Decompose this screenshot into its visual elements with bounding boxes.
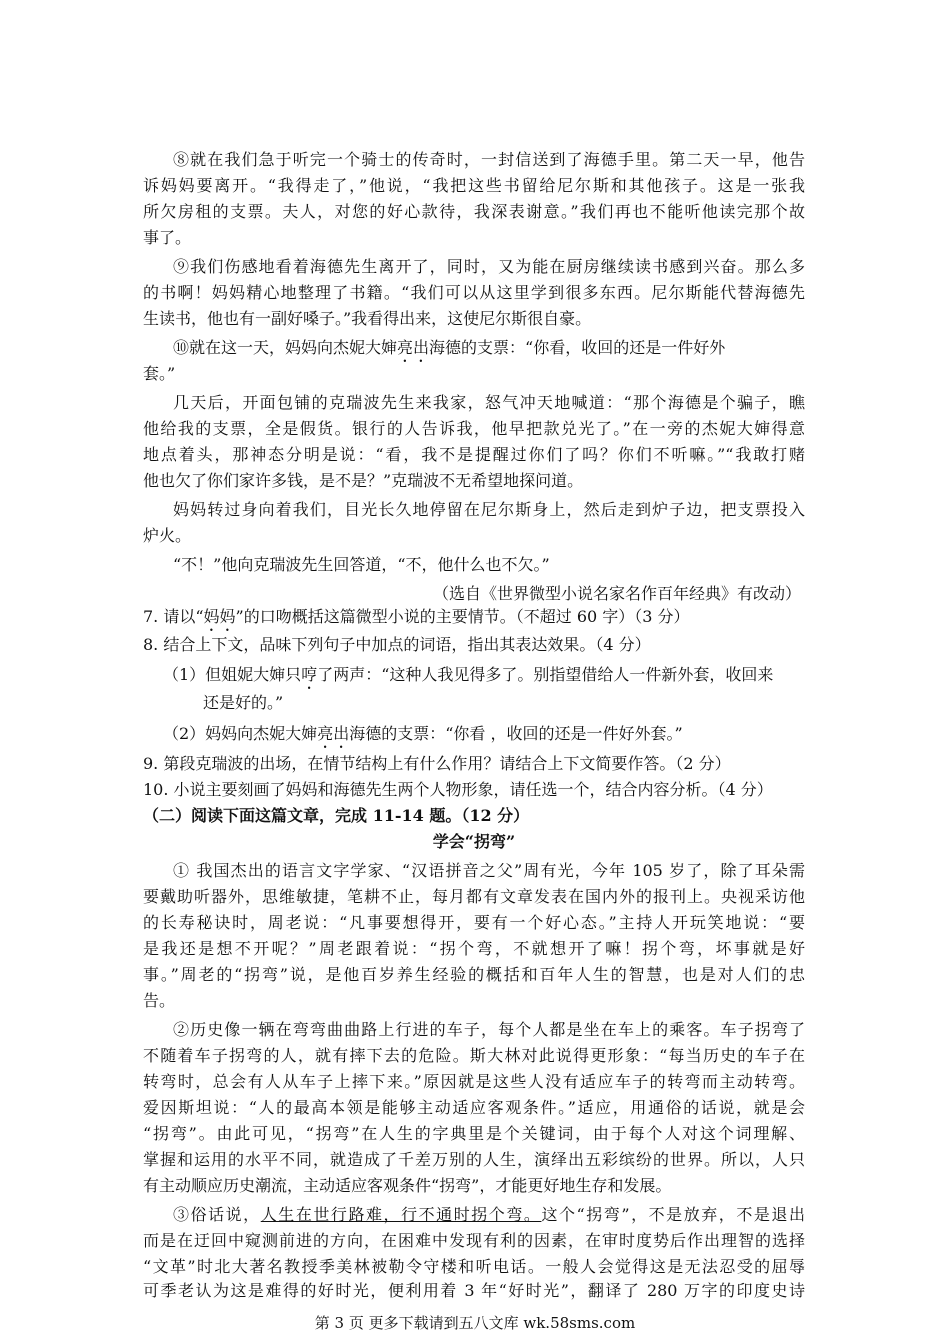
text-line: 而是在迂回中窥测前进的方向，在困难中发现有利的因素，在审时度势后作出理智的选择 [143,1231,805,1250]
text-line [173,335,805,361]
text-line: 的长寿秘诀时，周老说：“凡事要想得开，要有一个好心态。”主持人开玩笑地说：“要 [143,913,805,932]
text-line: 掌握和运用的水平不同，就造成了千差万别的人生，演绎出五彩缤纷的世界。所以，人只 [143,1150,805,1169]
section-heading: （二）阅读下面这篇文章，完成 11-14 题。（12 分） [143,806,530,825]
text-line: 有主动顺应历史潮流，主动适应客观条件“拐弯”，才能更好地生存和发展。 [143,1176,672,1195]
text-segment: ⑩就在这一天，妈妈向杰妮大婶 [173,338,398,357]
text-line: “不！”他向克瑞波先生回答道，“不，他什么也不欠。” [173,555,550,574]
text-line: 要戴助听器外，思维敏捷，笔耕不止，每月都有文章发表在国内外的报刊上。央视采访他 [143,887,805,906]
text-line [173,1202,805,1228]
source-citation: （选自《世界微型小说名家名作百年经典》有改动） [432,584,801,603]
text-line: 告。 [143,991,176,1010]
text-line: ⑧就在我们急于听完一个骑士的传奇时，一封信送到了海德手里。第二天一早，他告 [173,150,805,169]
text-line: 事。”周老的“拐弯”说，是他百岁养生经验的概括和百年人生的智慧，也是对人们的忠 [143,965,805,984]
dotted-word: 亮出 [397,338,430,357]
dotted-word: 亮出 [317,724,350,743]
page-footer: 第 3 页 更多下载请到五八文库 wk.58sms.com [314,1314,636,1332]
text-segment: （1）但姐妮大婶只 [163,665,302,684]
text-segment: 这个“拐弯”，不是放弃，不是退出 [541,1205,805,1224]
text-line: 生读书，他也有一副好嗓子。”我看得出来，这使尼尔斯很自豪。 [143,309,592,328]
question-9: 9. 第段克瑞波的出场，在情节结构上有什么作用？请结合上下文简要作答。（2 分） [143,754,731,773]
text-line: 几天后，开面包铺的克瑞波先生来我家，怒气冲天地喊道：“那个海德是个骗子，瞧 [173,393,805,412]
text-line: 诉妈妈要离开。“我得走了，”他说，“我把这些书留给尼尔斯和其他孩子。这是一张我 [143,176,805,195]
text-line: ① 我国杰出的语言文字学家、“汉语拼音之父”周有光，今年 105 岁了，除了耳朵需 [173,861,805,880]
text-line: 他给我的支票，全是假货。银行的人告诉我，他早把款兑光了。”在一旁的杰妮大婶得意 [143,419,805,438]
question-10: 10. 小说主要刻画了妈妈和海德先生两个人物形象，请任选一个，结合内容分析。（4 分） [143,780,773,799]
text-segment: 了两声：“这种人我见得多了。别指望借给人一件新外套，收回来 [317,665,774,684]
text-line: 地点着头，那神态分明是说：“看，我不是提醒过你们了吗？你们不听嘛。”“我敢打赌 [143,445,805,464]
question-8: 8. 结合上下文，品味下列句子中加点的词语，指出其表达效果。（4 分） [143,635,651,654]
text-line: 爱因斯坦说：“人的最高本领是能够主动适应客观条件。”适应，用通俗的话说，就是会 [143,1098,805,1117]
text-line: 事了。 [143,228,192,247]
text-segment: 海德的支票：“你看 ，收回的还是一件好外套。” [349,724,683,743]
text-line: 是我还是想不开呢？”周老跟着说：“拐个弯，不就想开了嘛！拐个弯，坏事就是好 [143,939,805,958]
text-line [163,721,805,747]
text-line: 不随着车子拐弯的人，就有摔下去的危险。斯大林对此说得更形象：“每当历史的车子在 [143,1046,805,1065]
dotted-word: 哼 [301,665,318,684]
article-title: 学会“拐弯” [432,832,516,851]
text-segment: 的口吻概括这篇微型小说的主要情节。（不超过 60 字）（3 分） [243,607,690,626]
question-7 [143,604,805,630]
text-line: 炉火。 [143,526,192,545]
text-segment: （2）妈妈向杰妮大婶 [163,724,318,743]
text-line: 的书啊！妈妈精心地整理了书籍。“我们可以从这里学到很多东西。尼尔斯能代替海德先 [143,283,805,302]
text-line: 所欠房租的支票。夫人，对您的好心款待，我深表谢意。”我们再也不能听他读完那个故 [143,202,805,221]
text-segment: ③俗话说， [173,1205,261,1224]
text-line: ⑨我们伤感地看着海德先生离开了，同时，又为能在厨房继续读书感到兴奋。那么多 [173,257,805,276]
text-segment: 7. 请以 [143,607,196,626]
text-line: 他也欠了你们家许多钱，是不是？”克瑞波不无希望地探问道。 [143,471,584,490]
text-line: 套。” [143,364,176,383]
dotted-word: “妈妈” [195,607,244,626]
underlined-sentence: 人生在世行路难，行不通时拐个弯。 [260,1205,542,1224]
text-line: 妈妈转过身向着我们，目光长久地停留在尼尔斯身上，然后走到炉子边，把支票投入 [173,500,805,519]
text-line: 还是好的。” [203,693,284,712]
text-line [163,662,805,688]
text-line: “文革”时北大著名教授季美林被勒令守楼和听电话。一般人会觉得这是无法忍受的屈辱 [143,1257,805,1276]
text-line: “拐弯”。由此可见，“拐弯”在人生的字典里是个关键词，由于每个人对这个词理解、 [143,1124,805,1143]
text-line: ②历史像一辆在弯弯曲曲路上行进的车子，每个人都是坐在车上的乘客。车子拐弯了 [173,1020,805,1039]
text-line: 转弯时，总会有人从车子上摔下来。”原因就是这些人没有适应车子的转弯而主动转弯。 [143,1072,805,1091]
text-segment: 海德的支票：“你看，收回的还是一件好外 [429,338,726,357]
text-line: 可季老认为这是难得的好时光，便利用着 3 年“好时光”，翻译了 280 万字的印度史诗 [143,1281,805,1300]
